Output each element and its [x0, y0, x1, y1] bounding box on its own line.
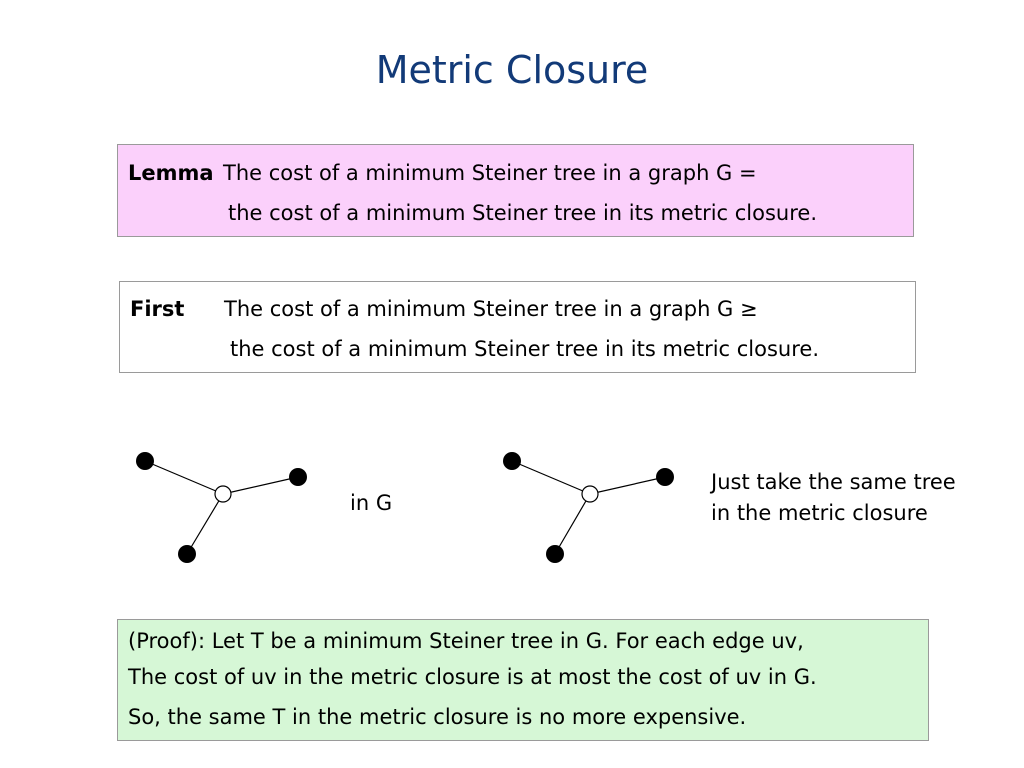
- steiner-node: [215, 486, 231, 502]
- terminal-node: [178, 545, 196, 563]
- metric-closure-caption-line-2: in the metric closure: [711, 501, 928, 525]
- terminal-node: [503, 452, 521, 470]
- tree-edge: [187, 494, 223, 554]
- proof-line-2: The cost of uv in the metric closure is at most the cost of uv in G.: [128, 665, 817, 689]
- lemma-label: Lemma: [128, 161, 214, 185]
- lemma-line-2: the cost of a minimum Steiner tree in its metric closure.: [228, 201, 818, 225]
- tree-edge: [590, 477, 665, 494]
- tree-in-metric-closure: [503, 452, 674, 563]
- tree-in-g: [136, 452, 307, 563]
- tree-edge: [145, 461, 223, 494]
- metric-closure-caption-line-1: Just take the same tree: [711, 470, 956, 494]
- terminal-node: [546, 545, 564, 563]
- tree-edge: [555, 494, 590, 554]
- terminal-node: [656, 468, 674, 486]
- first-line-2: the cost of a minimum Steiner tree in its metric closure.: [230, 337, 820, 361]
- proof-line-1: (Proof): Let T be a minimum Steiner tree in G. For each edge uv,: [128, 629, 804, 653]
- first-line-1: The cost of a minimum Steiner tree in a graph G ≥: [224, 297, 758, 321]
- slide-title: Metric Closure: [375, 48, 649, 92]
- lemma-line-1: The cost of a minimum Steiner tree in a graph G =: [223, 161, 757, 185]
- tree-edge: [223, 477, 298, 494]
- proof-line-3: So, the same T in the metric closure is no more expensive.: [128, 705, 747, 729]
- terminal-node: [289, 468, 307, 486]
- steiner-node: [582, 486, 598, 502]
- first-label: First: [130, 297, 185, 321]
- in-g-caption: in G: [350, 491, 393, 515]
- proof-box: [117, 619, 929, 741]
- terminal-node: [136, 452, 154, 470]
- tree-edge: [512, 461, 590, 494]
